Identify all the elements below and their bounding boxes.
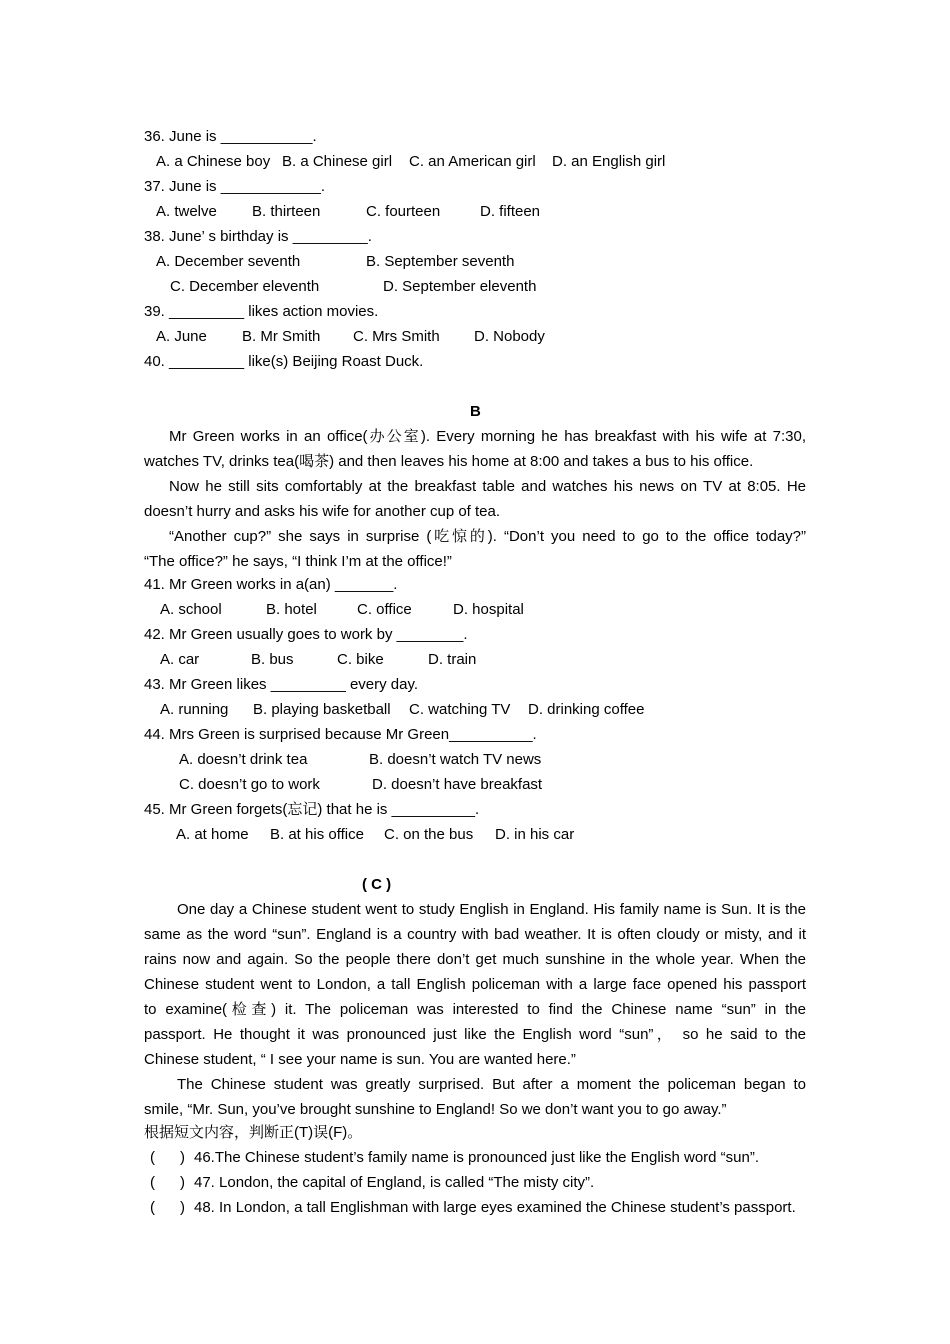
q38-option-a: A. December seventh	[156, 253, 301, 270]
passage-c-line: same as the word “sun”. England is a country with bad weather. It is often cloudy or misty, and it	[144, 926, 806, 943]
section-c-heading: ( C )	[362, 876, 392, 893]
q38-option-d: D. September eleventh	[383, 278, 537, 295]
question-43: 43. Mr Green likes _________ every day.	[144, 676, 419, 693]
question-37: 37. June is ____________.	[144, 178, 325, 195]
q45-option-c: C. on the bus	[384, 826, 474, 843]
tf-answer-bracket[interactable]: ( )	[150, 1199, 185, 1216]
q43-option-d: D. drinking coffee	[528, 701, 645, 718]
passage-c-line: rains now and again. So the people there don’t get much sunshine in the whole year. When the	[144, 951, 806, 968]
q44-option-b: B. doesn’t watch TV news	[369, 751, 542, 768]
section-c-passage	[144, 897, 806, 1122]
q36-option-d: D. an English girl	[552, 153, 666, 170]
q37-option-d: D. fifteen	[480, 203, 541, 220]
tf-answer-bracket[interactable]: ( )	[150, 1149, 185, 1166]
tf-statement-46: 46.The Chinese student’s family name is pronounced just like the English word “sun”.	[194, 1149, 760, 1166]
passage-b-line: doesn’t hurry and asks his wife for another cup of tea.	[144, 503, 501, 520]
q39-option-b: B. Mr Smith	[242, 328, 321, 345]
q39-option-c: C. Mrs Smith	[353, 328, 440, 345]
q43-option-a: A. running	[160, 701, 229, 718]
q41-option-a: A. school	[160, 601, 222, 618]
q44-option-c: C. doesn’t go to work	[179, 776, 320, 793]
q42-option-a: A. car	[160, 651, 200, 668]
q37-option-c: C. fourteen	[366, 203, 441, 220]
q41-option-b: B. hotel	[266, 601, 317, 618]
passage-c-line: One day a Chinese student went to study English in England. His family name is Sun. It is the	[177, 901, 806, 918]
q36-option-c: C. an American girl	[409, 153, 536, 170]
question-36: 36. June is ___________.	[144, 128, 317, 145]
tf-statement-48: 48. In London, a tall Englishman with large eyes examined the Chinese student’s passport.	[194, 1199, 796, 1216]
q42-option-d: D. train	[428, 651, 477, 668]
q45-option-a: A. at home	[176, 826, 249, 843]
q43-option-b: B. playing basketball	[253, 701, 391, 718]
q37-option-b: B. thirteen	[252, 203, 321, 220]
section-b-passage	[144, 424, 806, 574]
passage-c-line: to examine(检查) it. The policeman was interested to find the Chinese name “sun” in the	[144, 1001, 806, 1018]
tf-instruction: 根据短文内容，判断正(T)误(F)。	[144, 1124, 363, 1141]
passage-b-line: “Another cup?” she says in surprise (吃惊的). “Don’t you need to go to the office today?”	[169, 528, 806, 545]
passage-c-line: The Chinese student was greatly surprised. But after a moment the policeman began to	[177, 1076, 806, 1093]
q38-option-b: B. September seventh	[366, 253, 515, 270]
q42-option-b: B. bus	[251, 651, 294, 668]
question-41: 41. Mr Green works in a(an) _______.	[144, 576, 398, 593]
question-38: 38. June’ s birthday is _________.	[144, 228, 372, 245]
q42-option-c: C. bike	[337, 651, 384, 668]
section-b-heading: B	[470, 403, 481, 420]
question-40: 40. _________ like(s) Beijing Roast Duck.	[144, 353, 424, 370]
passage-c-line: passport. He thought it was pronounced just like the English word “sun”， so he said to the	[144, 1026, 806, 1043]
passage-c-line: Chinese student went to London, a tall English policeman with a large face opened his passport	[144, 976, 806, 993]
passage-b-line: Now he still sits comfortably at the breakfast table and watches his news on TV at 8:05. He	[169, 478, 806, 495]
question-39: 39. _________ likes action movies.	[144, 303, 379, 320]
q39-option-a: A. June	[156, 328, 207, 345]
q45-option-d: D. in his car	[495, 826, 575, 843]
q41-option-d: D. hospital	[453, 601, 524, 618]
q36-option-a: A. a Chinese boy	[156, 153, 271, 170]
q37-option-a: A. twelve	[156, 203, 217, 220]
passage-b-line: Mr Green works in an office(办公室). Every morning he has breakfast with his wife at 7:30,	[169, 428, 806, 445]
tf-statement-47: 47. London, the capital of England, is called “The misty city”.	[194, 1174, 595, 1191]
q45-option-b: B. at his office	[270, 826, 364, 843]
tf-answer-bracket[interactable]: ( )	[150, 1174, 185, 1191]
passage-b-line: “The office?” he says, “I think I’m at the office!”	[144, 553, 452, 570]
q39-option-d: D. Nobody	[474, 328, 545, 345]
question-44: 44. Mrs Green is surprised because Mr Green__________.	[144, 726, 537, 743]
q38-option-c: C. December eleventh	[170, 278, 320, 295]
passage-c-line: Chinese student, “ I see your name is sun. You are wanted here.”	[144, 1051, 576, 1068]
q41-option-c: C. office	[357, 601, 412, 618]
passage-b-line: watches TV, drinks tea(喝茶) and then leaves his home at 8:00 and takes a bus to his office.	[144, 453, 754, 470]
question-45: 45. Mr Green forgets(忘记) that he is __________.	[144, 801, 480, 818]
passage-c-line: smile, “Mr. Sun, you’ve brought sunshine to England! So we don’t want you to go away.”	[144, 1101, 727, 1118]
q43-option-c: C. watching TV	[409, 701, 511, 718]
q44-option-d: D. doesn’t have breakfast	[372, 776, 543, 793]
q44-option-a: A. doesn’t drink tea	[179, 751, 308, 768]
question-42: 42. Mr Green usually goes to work by ________.	[144, 626, 468, 643]
q36-option-b: B. a Chinese girl	[282, 153, 393, 170]
